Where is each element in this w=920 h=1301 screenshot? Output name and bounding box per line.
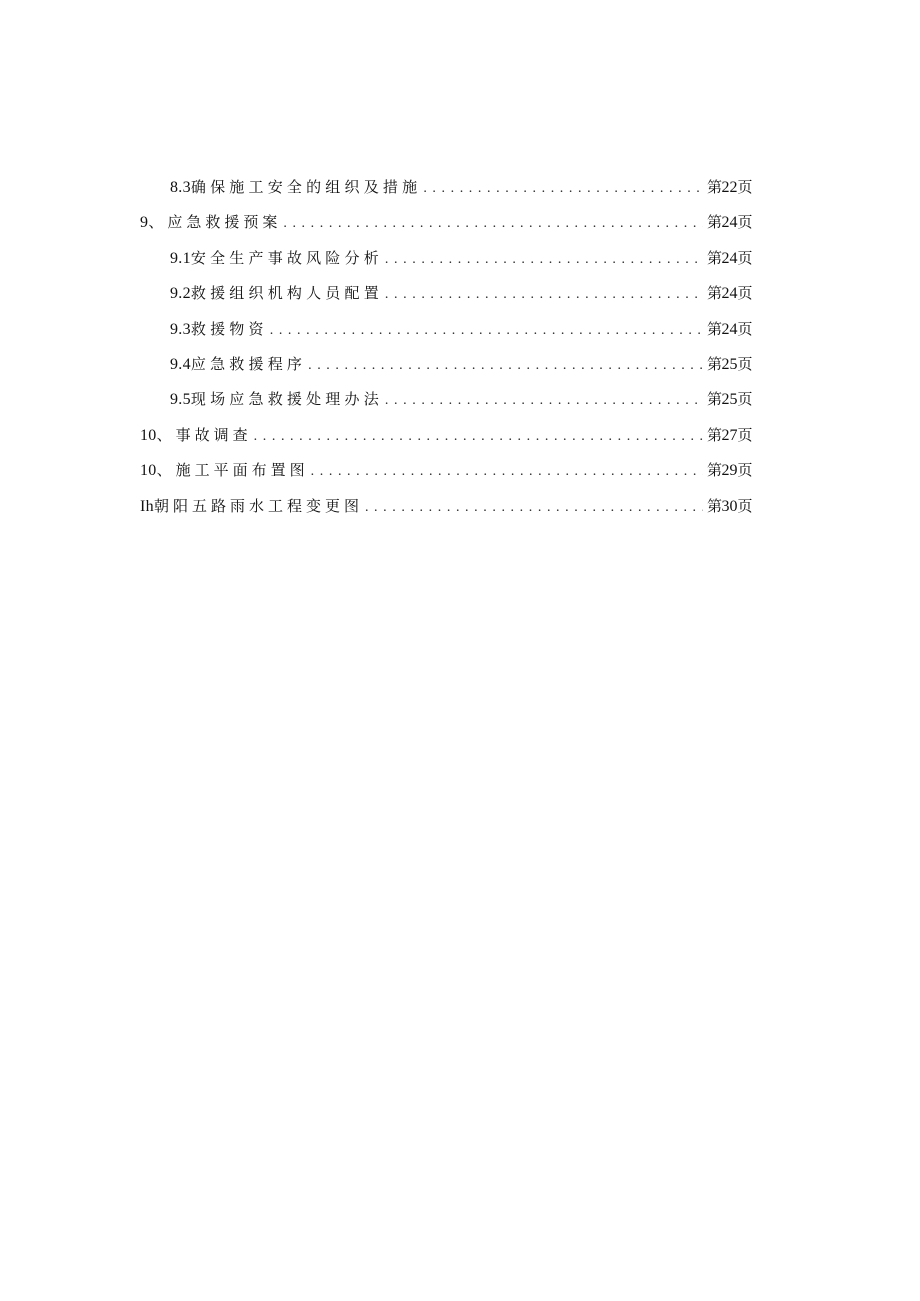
toc-entry-page: 第24页 xyxy=(706,284,752,303)
toc-entry-9-2 xyxy=(140,276,752,311)
toc-entry-title: 安全生产事故风险分析 xyxy=(190,248,383,267)
toc-entry-page: 第25页 xyxy=(706,390,752,409)
toc-entry-page: 第24页 xyxy=(706,248,752,267)
toc-entry-number: 9.5 xyxy=(170,391,191,409)
toc-entry-number: 9.2 xyxy=(170,285,191,303)
toc-dot-leader xyxy=(385,277,703,312)
toc-entry-title: 施工平面布置图 xyxy=(175,461,309,480)
toc-dot-leader xyxy=(311,454,703,489)
toc-entry-separator: 、 xyxy=(156,425,176,444)
toc-entry-9-1 xyxy=(140,241,752,276)
toc-dot-leader xyxy=(283,206,703,241)
toc-entry-9-4 xyxy=(140,347,752,382)
toc-entry-separator: 、 xyxy=(148,213,168,232)
toc-entry-title: 应急救援预案 xyxy=(167,213,282,232)
toc-entry-title: 朝阳五路雨水工程变更图 xyxy=(153,496,363,515)
toc-entry-9 xyxy=(140,205,752,240)
toc-dot-leader xyxy=(308,348,703,383)
toc-entry-number: 9.1 xyxy=(170,249,191,267)
toc-entry-title: 应急救援程序 xyxy=(190,354,307,373)
toc-dot-leader xyxy=(423,171,703,206)
toc-entry-9-5 xyxy=(140,382,752,417)
toc-dot-leader xyxy=(365,490,703,525)
toc-entry-title: 救援组织机构人员配置 xyxy=(190,284,383,303)
toc-dot-leader xyxy=(385,383,703,418)
toc-entry-number: 10 xyxy=(140,426,157,444)
toc-entry-title: 确保施工安全的组织及措施 xyxy=(190,178,422,196)
toc-entry-11 xyxy=(140,489,752,524)
toc-entry-title: 救援物资 xyxy=(190,319,268,338)
toc-entry-separator: 、 xyxy=(156,461,176,480)
toc-entry-page: 第24页 xyxy=(706,319,752,338)
toc-entry-10 xyxy=(140,418,752,453)
toc-entry-page: 第24页 xyxy=(706,213,752,232)
toc-entry-page: 第25页 xyxy=(706,354,752,373)
toc-entry-page: 第22页 xyxy=(706,178,752,196)
toc-entry-page: 第30页 xyxy=(706,496,752,515)
toc-entry-number: 9.4 xyxy=(170,355,191,373)
toc-entry-title: 现场应急救援处理办法 xyxy=(190,390,383,409)
toc-entry-number: 9 xyxy=(140,214,149,232)
toc-dot-leader xyxy=(254,419,703,454)
table-of-contents xyxy=(140,170,752,524)
toc-entry-10-layout xyxy=(140,453,752,488)
toc-entry-9-3 xyxy=(140,312,752,347)
toc-dot-leader xyxy=(270,313,703,348)
toc-entry-number: 9.3 xyxy=(170,320,191,338)
toc-entry-page: 第27页 xyxy=(706,425,752,444)
toc-entry-page: 第29页 xyxy=(706,461,752,480)
toc-dot-leader xyxy=(385,242,703,277)
toc-entry-title: 事故调查 xyxy=(175,425,252,444)
toc-entry-8-3 xyxy=(140,170,752,205)
toc-entry-number: Ih xyxy=(140,497,154,515)
toc-entry-number: 8.3 xyxy=(170,179,191,196)
toc-entry-number: 10 xyxy=(140,462,157,480)
